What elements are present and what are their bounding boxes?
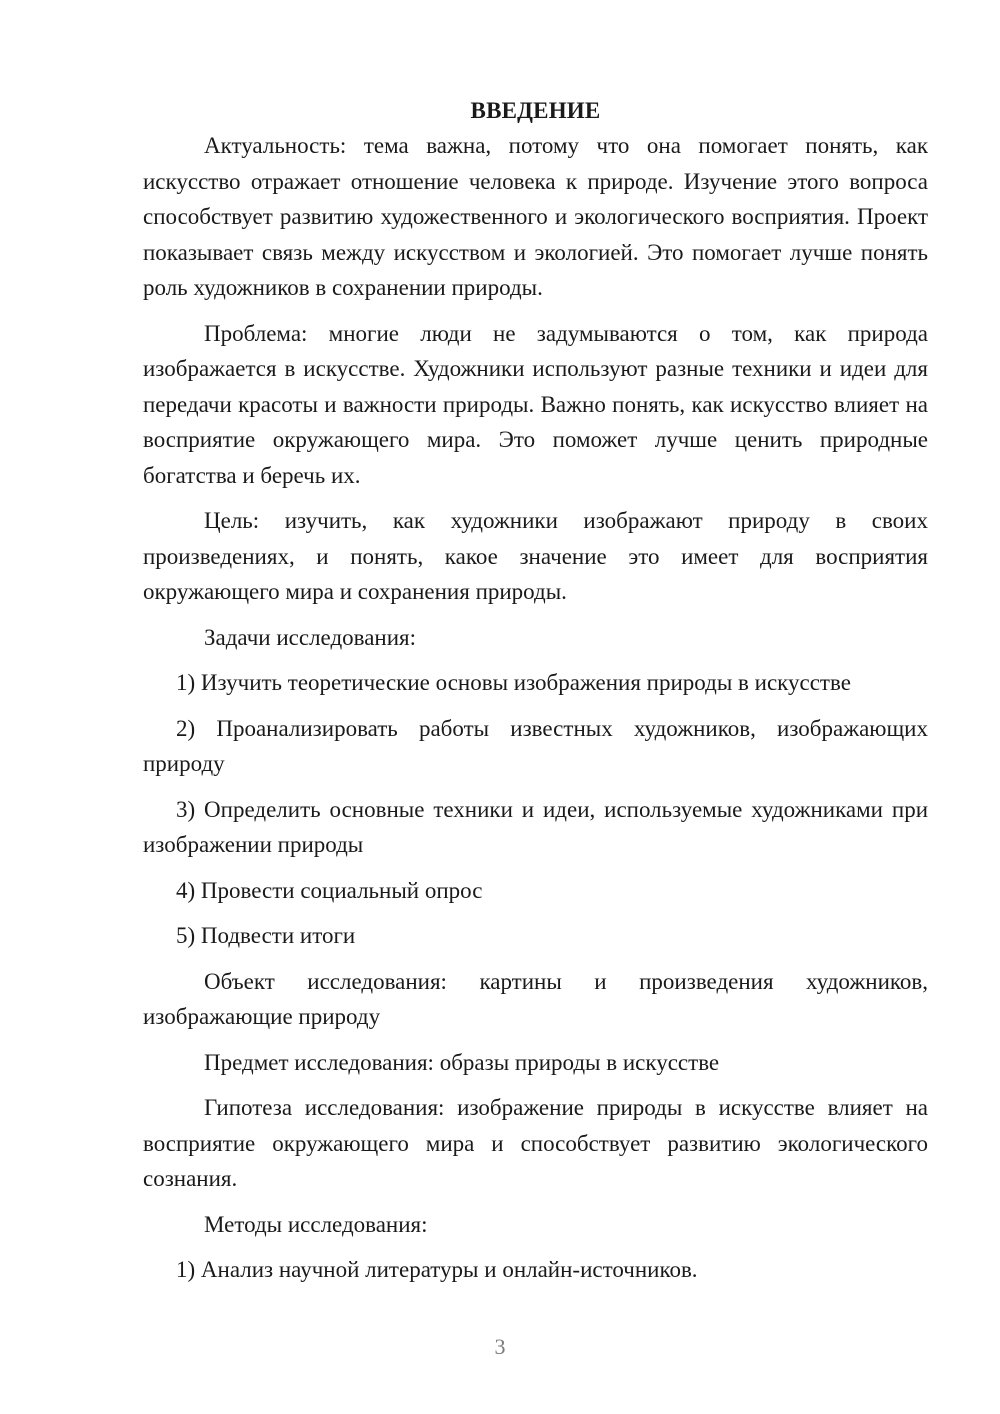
task-item-1: 1) Изучить теоретические основы изображения природы в искусстве bbox=[176, 670, 851, 695]
page-number: 3 bbox=[494, 1334, 506, 1359]
page-body bbox=[143, 93, 928, 1288]
task-item-2: 2) Проанализировать работы известных художников, изображающих природу bbox=[143, 715, 928, 776]
hypothesis-paragraph: Гипотеза исследования: изображение природы в искусстве влияет на восприятие окружающего мира и способствует развитию экологического сознания. bbox=[143, 1095, 928, 1191]
task-item-4: 4) Провести социальный опрос bbox=[176, 877, 483, 903]
section-title: ВВЕДЕНИЕ bbox=[470, 98, 601, 123]
methods-heading: Методы исследования: bbox=[204, 1211, 428, 1237]
object-paragraph: Объект исследования: картины и произведения художников, изображающие природу bbox=[143, 968, 928, 1029]
problem-paragraph: Проблема: многие люди не задумываются о том, как природа изображается в искусстве. Художники используют разные техники и идеи для передачи красоты и важности природы. Важно понять, как искусство влияет на восприятие окружающего мира. Это поможет лучше ценить природные богатства и беречь их. bbox=[143, 320, 928, 488]
goal-paragraph: Цель: изучить, как художники изображают природу в своих произведениях, и понять, какое значение это имеет для восприятия окружающего мира и сохранения природы. bbox=[143, 508, 928, 604]
relevance-paragraph: Актуальность: тема важна, потому что она помогает понять, как искусство отражает отношение человека к природе. Изучение этого вопроса способствует развитию художественного и экологического восприятия. Проект показывает связь между искусством и экологией. Это помогает лучше понять роль художников в сохранении природы. bbox=[143, 133, 928, 300]
task-item-3: 3) Определить основные техники и идеи, используемые художниками при изображении природы bbox=[143, 796, 928, 857]
subject-paragraph: Предмет исследования: образы природы в искусстве bbox=[204, 1049, 720, 1075]
method-item-1: 1) Анализ научной литературы и онлайн-источников. bbox=[176, 1257, 698, 1282]
task-item-5: 5) Подвести итоги bbox=[176, 923, 356, 948]
tasks-heading: Задачи исследования: bbox=[204, 624, 417, 650]
